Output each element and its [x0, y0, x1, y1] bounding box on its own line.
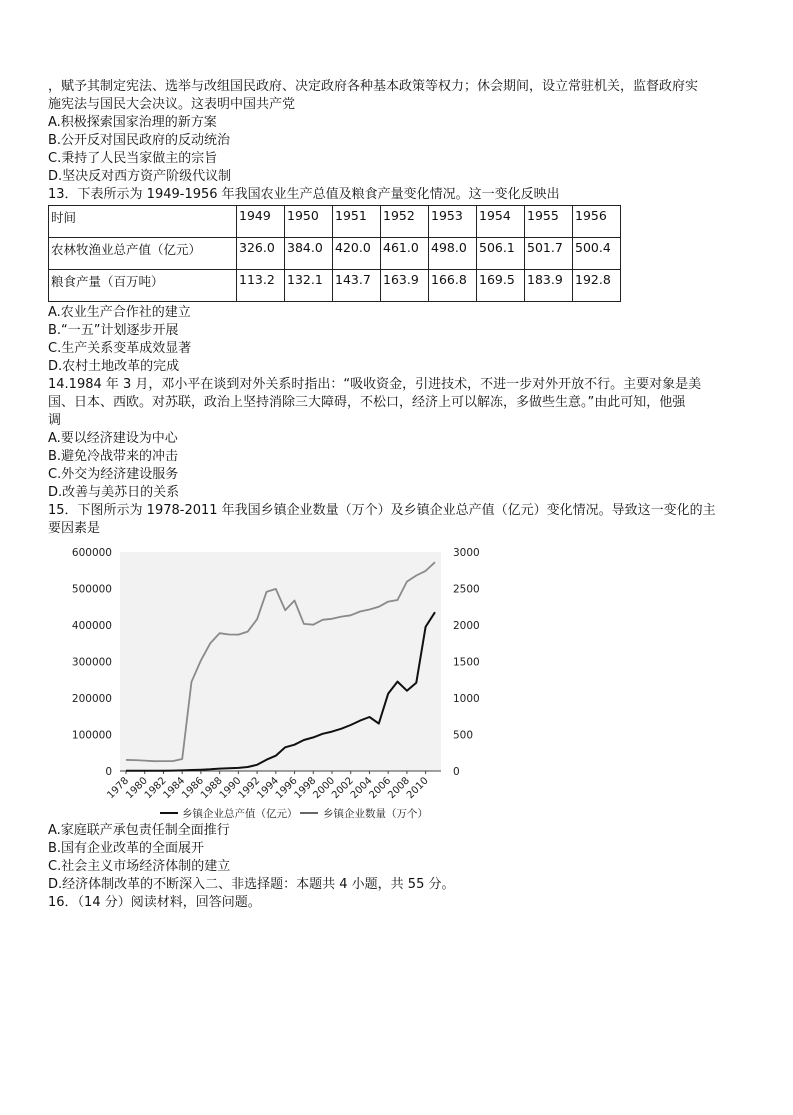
q16-stem: 16．（14 分）阅读材料，回答问题。: [48, 895, 261, 910]
y-right-tick-label: 2000: [453, 620, 480, 632]
q15-stem-line1: 15．下图所示为 1978-2011 年我国乡镇企业数量（万个）及乡镇企业总产值（亿元）变化情况。导致这一变化的主: [48, 503, 716, 518]
x-tick-label: 1994: [255, 775, 281, 802]
legend-label: 乡镇企业数量（万个）: [323, 808, 428, 820]
q15-chart-svg: [48, 540, 480, 830]
q14-option-d: D.改善与美苏日的关系: [48, 485, 180, 500]
table-cell: 1952: [381, 206, 429, 238]
table-cell: 326.0: [237, 238, 285, 270]
y-left-tick-label: 100000: [71, 729, 112, 742]
q14-stem-line2: 国、日本、西欧。对苏联，政治上坚持消除三大障碍，不松口，经济上可以解冻，多做些生意。”由此可知，他强: [48, 395, 686, 410]
table-cell: 时间: [49, 206, 237, 238]
table-cell: 420.0: [333, 238, 381, 270]
y-left-tick-label: 0: [105, 766, 112, 778]
table-row: [49, 238, 621, 270]
q14-option-b: B.避免冷战带来的冲击: [48, 449, 179, 464]
q13-option-b: B.“一五”计划逐步开展: [48, 323, 179, 338]
x-tick-label: 1986: [180, 775, 207, 802]
x-tick-label: 1984: [161, 775, 188, 802]
x-tick-label: 2006: [367, 775, 394, 802]
x-tick-label: 1996: [273, 775, 300, 802]
x-tick-label: 1982: [142, 775, 169, 802]
x-tick-label: 1990: [217, 775, 244, 802]
table-cell: 1953: [429, 206, 477, 238]
q12-option-c: C.秉持了人民当家做主的宗旨: [48, 151, 218, 166]
q15-option-a: A.家庭联产承包责任制全面推行: [48, 823, 230, 838]
table-cell: 1950: [285, 206, 333, 238]
table-row: [49, 206, 621, 238]
x-tick-label: 2010: [404, 775, 431, 802]
x-tick-label: 1992: [236, 775, 263, 802]
y-right-tick-label: 0: [453, 766, 460, 778]
table-cell: 1954: [477, 206, 525, 238]
x-tick-label: 2000: [311, 775, 338, 802]
table-cell: 169.5: [477, 270, 525, 302]
table-cell: 461.0: [381, 238, 429, 270]
q13-option-d: D.农村土地改革的完成: [48, 359, 180, 374]
q12-option-b: B.公开反对国民政府的反动统治: [48, 133, 231, 148]
q15-option-d: D.经济体制改革的不断深入二、非选择题：本题共 4 小题，共 55 分。: [48, 877, 455, 892]
table-cell: 183.9: [525, 270, 573, 302]
table-cell: 1955: [525, 206, 573, 238]
q12-option-a: A.积极探索国家治理的新方案: [48, 115, 217, 130]
y-right-tick-label: 1000: [453, 693, 480, 705]
table-cell: 166.8: [429, 270, 477, 302]
q13-data-table: [48, 205, 621, 302]
table-cell: 1956: [573, 206, 621, 238]
legend-label: 乡镇企业总产值（亿元）: [182, 808, 298, 820]
x-tick-label: 1988: [198, 775, 225, 802]
y-right-tick-label: 1500: [453, 656, 480, 669]
x-tick-label: 2002: [330, 775, 356, 802]
q14-stem-line1: 14.1984 年 3 月，邓小平在谈到对外关系时指出：“吸收资金，引进技术，不进一步对外开放不行。主要对象是美: [48, 377, 702, 392]
q15-option-c: C.社会主义市场经济体制的建立: [48, 859, 231, 874]
table-cell: 384.0: [285, 238, 333, 270]
q15-chart: [48, 540, 480, 830]
q15-stem-line2: 要因素是: [48, 521, 101, 536]
y-right-tick-label: 2500: [453, 583, 480, 596]
y-right-tick-label: 500: [453, 729, 474, 742]
q12-stem-line1: ，赋予其制定宪法、选举与改组国民政府、决定政府各种基本政策等权力；休会期间，设立常驻机关，监督政府实: [48, 79, 699, 94]
table-cell: 113.2: [237, 270, 285, 302]
y-left-tick-label: 400000: [71, 620, 112, 632]
x-tick-label: 2008: [386, 775, 413, 802]
table-cell: 143.7: [333, 270, 381, 302]
table-cell: 1951: [333, 206, 381, 238]
plot-area: [120, 552, 441, 771]
x-tick-label: 1980: [124, 775, 150, 802]
q12-stem-line2: 施宪法与国民大会决议。这表明中国共产党: [48, 97, 296, 112]
table-cell: 192.8: [573, 270, 621, 302]
table-cell: 农林牧渔业总产值（亿元）: [49, 238, 237, 270]
x-tick-label: 2004: [348, 775, 375, 802]
q14-option-c: C.外交为经济建设服务: [48, 467, 179, 482]
q12-option-d: D.坚决反对西方资产阶级代议制: [48, 169, 232, 184]
table-cell: 163.9: [381, 270, 429, 302]
y-left-tick-label: 500000: [71, 583, 112, 596]
q13-option-a: A.农业生产合作社的建立: [48, 305, 191, 320]
q14-stem-line3: 调: [48, 413, 62, 428]
y-left-tick-label: 200000: [71, 693, 112, 705]
table-cell: 498.0: [429, 238, 477, 270]
document-page-bottom: [48, 822, 748, 912]
q13-stem: 13．下表所示为 1949-1956 年我国农业生产总值及粮食产量变化情况。这一变化反映出: [48, 187, 560, 202]
table-cell: 500.4: [573, 238, 621, 270]
q14-option-a: A.要以经济建设为中心: [48, 431, 178, 446]
table-cell: 粮食产量（百万吨）: [49, 270, 237, 302]
q13-option-c: C.生产关系变革成效显著: [48, 341, 192, 356]
table-cell: 1949: [237, 206, 285, 238]
x-tick-label: 1978: [105, 775, 132, 802]
y-left-tick-label: 600000: [71, 547, 112, 559]
q15-option-b: B.国有企业改革的全面展开: [48, 841, 205, 856]
x-tick-label: 1998: [292, 775, 319, 802]
table-cell: 506.1: [477, 238, 525, 270]
y-left-tick-label: 300000: [71, 656, 112, 669]
y-right-tick-label: 3000: [453, 547, 480, 559]
document-page: [48, 78, 748, 538]
table-cell: 132.1: [285, 270, 333, 302]
table-cell: 501.7: [525, 238, 573, 270]
table-row: [49, 270, 621, 302]
